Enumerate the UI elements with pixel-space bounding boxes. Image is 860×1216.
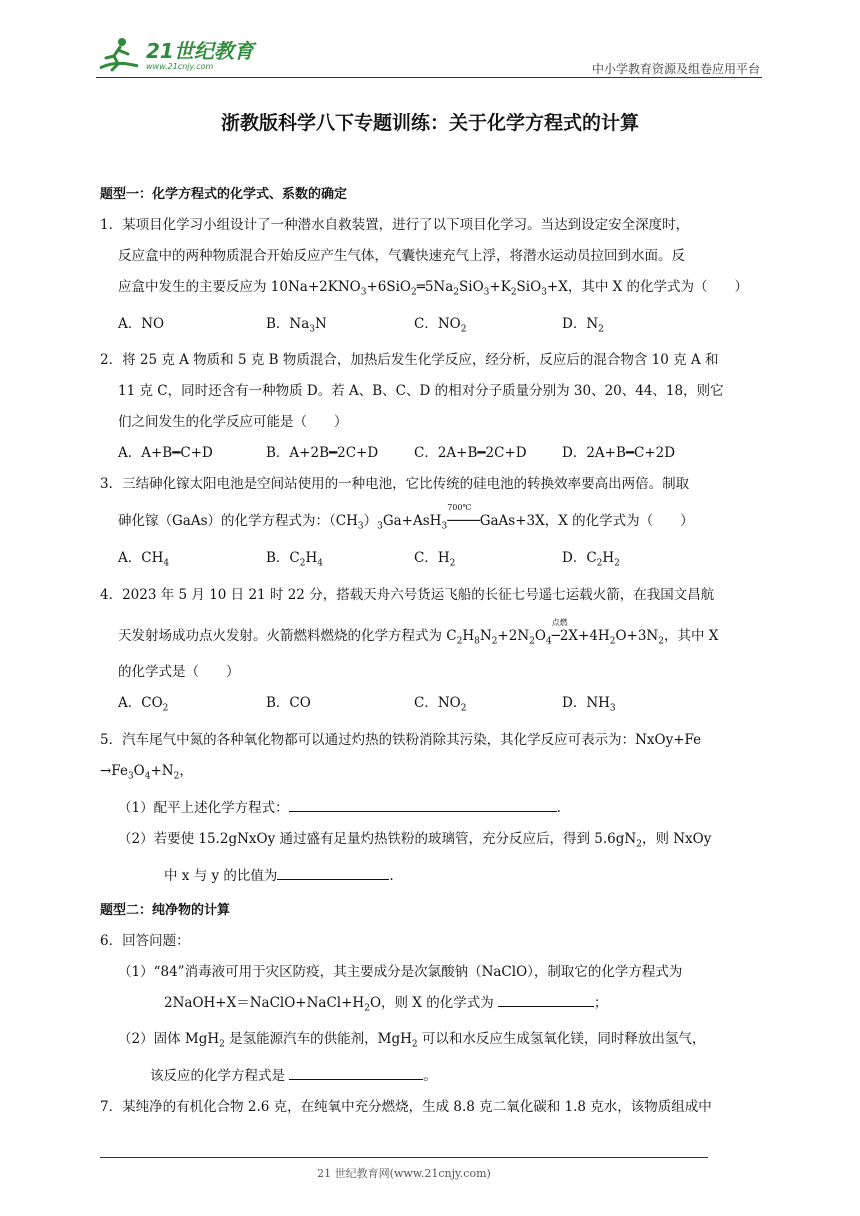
question-text: 天发射场成功点火发射。火箭燃料燃烧的化学方程式为 $C_2H_8N_2+2N_2O_4$ 点燃 $─2X+4H_2O+3N_2$，其中 X — [100, 611, 764, 658]
question-text: 的化学式是（ ） — [118, 664, 240, 681]
answer-blank[interactable] — [289, 1065, 423, 1080]
question-text: 6．回答问题： — [100, 932, 190, 949]
question-text: 该反应的化学方程式是 。 — [100, 1061, 764, 1092]
page-header — [96, 30, 760, 78]
option-a[interactable]: A．A+B━C+D — [118, 445, 213, 462]
logo-main-text: 21世纪教育 — [146, 39, 254, 63]
option-c[interactable]: C．$NO_2$ — [414, 315, 467, 335]
option-c[interactable]: C．2A+B━2C+D — [414, 445, 527, 462]
question-text: 5．汽车尾气中氮的各种氧化物都可以通过灼热的铁粉消除其污染，其化学反应可表示为：NxOy+Fe — [100, 732, 702, 749]
option-a[interactable]: A．$CH_4$ — [118, 550, 170, 569]
footer-text[interactable]: 21 世纪教育网(www.21cnjy.com) — [317, 1167, 491, 1180]
section-heading: 题型二：纯净物的计算 — [100, 902, 231, 918]
question-text: 3．三结砷化镓太阳电池是空间站使用的一种电池，它比传统的硅电池的转换效率要高出两倍。制取 — [100, 476, 690, 493]
answer-options — [100, 309, 764, 346]
question-text: 4．2023 年 5 月 10 日 21 时 22 分，搭载天舟六号货运飞船的长征七号遥七运载火箭，在我国文昌航 — [100, 586, 715, 603]
runner-logo-icon — [96, 36, 142, 76]
option-b[interactable]: B．$Na_3N$ — [266, 315, 327, 335]
option-d[interactable]: D．2A+B━C+2D — [562, 445, 676, 462]
answer-options — [100, 688, 764, 725]
option-b[interactable]: B．A+2B━2C+D — [266, 445, 379, 462]
logo — [96, 36, 254, 76]
question-text: （2）固体 MgH$_2$ 是氢能源汽车的供能剂，MgH$_2$ 可以和水反应生成氢氧化镁，同时释放出氢气， — [118, 1031, 706, 1050]
answer-blank[interactable] — [289, 797, 557, 812]
platform-name: 中小学教育资源及组卷应用平台 — [591, 62, 760, 76]
logo-sub-text: www.21cnjy.com — [146, 62, 214, 71]
reaction-condition: 点燃 ─ — [551, 617, 568, 644]
option-d[interactable]: D．$NH_3$ — [562, 695, 616, 715]
question-text: $2NaOH+X=NaClO+NaCl+H_2O$，则 X 的化学式为 ； — [100, 988, 764, 1025]
question-text: 2．将 25 克 A 物质和 5 克 B 物质混合，加热后发生化学反应，经分析，反应后的混合物含 10 克 A 和 — [100, 352, 719, 369]
answer-options — [100, 438, 764, 469]
question-text: （1）“84”消毒液可用于灾区防疫，其主要成分是次氯酸钠（NaClO），制取它的化学方程式为 — [118, 963, 683, 980]
option-d[interactable]: D．$C_2H_2$ — [562, 550, 620, 569]
answer-blank[interactable] — [277, 865, 389, 880]
header-divider — [96, 77, 762, 78]
question-text: 们之间发生的化学反应可能是（ ） — [118, 414, 348, 431]
question-1 — [100, 210, 764, 309]
option-c[interactable]: C．$H_2$ — [414, 550, 456, 569]
question-6 — [100, 926, 764, 1092]
question-text: 7．某纯净的有机化合物 2.6 克，在纯氧中充分燃烧，生成 8.8 克二氧化碳和 1.8 克水，该物质组成中 — [100, 1098, 712, 1115]
option-a[interactable]: A．$CO_2$ — [118, 695, 169, 715]
question-text: 砷化镓（GaAs）的化学方程式为：$(CH_3)_3Ga+AsH_3$ 700℃ ────GaAs+3X，X 的化学式为（ ） — [100, 500, 764, 543]
section-heading: 题型一：化学方程式的化学式、系数的确定 — [100, 187, 348, 202]
question-content — [100, 180, 764, 1123]
question-2 — [100, 345, 764, 438]
question-text: 中 x 与 y 的比值为 . — [100, 861, 764, 892]
option-d[interactable]: D．$N_2$ — [562, 315, 604, 335]
question-text: 反应盒中的两种物质混合开始反应产生气体，气囊快速充气上浮，将潜水运动员拉回到水面。反 — [118, 248, 685, 264]
option-b[interactable]: B．$C_2H_4$ — [266, 550, 323, 569]
question-text: （2）若要使 15.2gNxOy 通过盛有足量灼热铁粉的玻璃管，充分反应后，得到 $5.6gN_2$，则 NxOy — [118, 830, 712, 850]
question-text: （1）配平上述化学方程式： . — [100, 793, 764, 824]
question-text: 应盒中发生的主要反应为 $10Na+2KNO_3+6SiO_2═5Na_2SiO_3+K_2SiO_3+X$，其中 X 的化学式为（ ） — [118, 279, 749, 298]
option-a[interactable]: A．NO — [118, 315, 165, 332]
footer-divider — [100, 1157, 708, 1158]
question-4 — [100, 580, 764, 689]
question-text: 11 克 C，同时还含有一种物质 D。若 A、B、C、D 的相对分子质量分别为 30、20、44、18，则它 — [118, 383, 724, 400]
answer-blank[interactable] — [498, 992, 594, 1007]
question-text: $\to Fe_3O_4+N_2$， — [100, 763, 193, 782]
question-3 — [100, 469, 764, 543]
question-7 — [100, 1092, 764, 1123]
reaction-condition: 700℃ ──── — [447, 503, 480, 530]
question-text: 1．某项目化学习小组设计了一种潜水自救装置，进行了以下项目化学习。当达到设定安全深度时， — [100, 217, 690, 233]
answer-options — [100, 543, 764, 580]
option-b[interactable]: B．CO — [266, 695, 311, 712]
page-title: 浙教版科学八下专题训练：关于化学方程式的计算 — [220, 112, 639, 134]
option-c[interactable]: C．$NO_2$ — [414, 695, 467, 715]
question-5 — [100, 725, 764, 891]
